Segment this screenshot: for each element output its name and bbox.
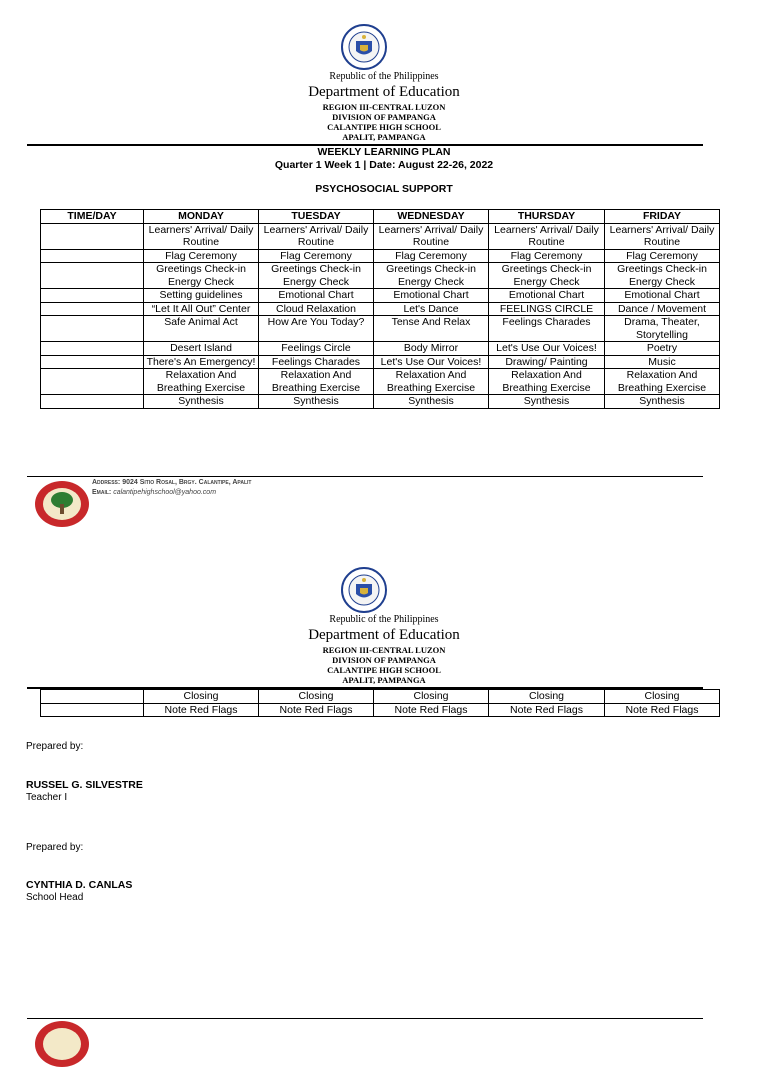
- activity-cell: Music: [605, 355, 720, 369]
- activity-cell: Closing: [374, 690, 489, 704]
- activity-cell: Emotional Chart: [259, 289, 374, 303]
- activity-cell: Emotional Chart: [489, 289, 605, 303]
- table-row: [41, 316, 720, 342]
- region-text: REGION III-CENTRAL LUZON: [322, 102, 446, 112]
- column-header: THURSDAY: [489, 210, 605, 224]
- region-text: REGION III-CENTRAL LUZON: [322, 645, 446, 655]
- activity-cell: Greetings Check-in Energy Check: [374, 263, 489, 289]
- division-text: DIVISION OF PAMPANGA: [332, 112, 436, 122]
- school-logo-icon: [34, 1020, 90, 1068]
- section-title: PSYCHOSOCIAL SUPPORT: [315, 183, 453, 195]
- footer-rule: [27, 476, 703, 477]
- table-row: [41, 369, 720, 395]
- activity-cell: Synthesis: [144, 395, 259, 409]
- time-cell: [41, 690, 144, 704]
- prepared-by-label: Prepared by:: [26, 741, 84, 752]
- plan-subtitle: Quarter 1 Week 1 | Date: August 22-26, 2022: [274, 159, 494, 171]
- activity-cell: Learners' Arrival/ Daily Routine: [489, 223, 605, 249]
- department-title: Department of Education: [308, 84, 460, 100]
- activity-cell: Synthesis: [489, 395, 605, 409]
- activity-cell: Synthesis: [259, 395, 374, 409]
- activity-cell: Emotional Chart: [605, 289, 720, 303]
- activity-cell: “Let It All Out” Center: [144, 302, 259, 316]
- teacher-name: RUSSEL G. SILVESTRE: [26, 779, 143, 791]
- activity-cell: Synthesis: [374, 395, 489, 409]
- activity-cell: Feelings Charades: [259, 355, 374, 369]
- table-row: [41, 302, 720, 316]
- activity-cell: Relaxation And Breathing Exercise: [144, 369, 259, 395]
- activity-cell: Feelings Circle: [259, 342, 374, 356]
- address-label: Address:: [92, 479, 121, 486]
- activity-cell: Closing: [144, 690, 259, 704]
- time-cell: [41, 263, 144, 289]
- activity-cell: Closing: [489, 690, 605, 704]
- activity-cell: Flag Ceremony: [259, 249, 374, 263]
- table-row: [41, 342, 720, 356]
- time-cell: [41, 369, 144, 395]
- activity-cell: How Are You Today?: [259, 316, 374, 342]
- school-logo-icon: [34, 480, 90, 528]
- time-cell: [41, 342, 144, 356]
- deped-seal-icon: [341, 567, 387, 613]
- footer-address: [92, 478, 251, 498]
- activity-cell: There's An Emergency!: [144, 355, 259, 369]
- table-row: [41, 395, 720, 409]
- time-cell: [41, 249, 144, 263]
- time-cell: [41, 395, 144, 409]
- column-header: TUESDAY: [259, 210, 374, 224]
- activity-cell: Note Red Flags: [489, 703, 605, 717]
- time-cell: [41, 355, 144, 369]
- activity-cell: Drama, Theater, Storytelling: [605, 316, 720, 342]
- activity-cell: Flag Ceremony: [374, 249, 489, 263]
- activity-cell: Note Red Flags: [144, 703, 259, 717]
- table-row: [41, 355, 720, 369]
- table-body: [41, 690, 720, 717]
- department-title: Department of Education: [308, 627, 460, 643]
- time-cell: [41, 703, 144, 717]
- activity-cell: Relaxation And Breathing Exercise: [374, 369, 489, 395]
- activity-cell: Greetings Check-in Energy Check: [489, 263, 605, 289]
- teacher-role: Teacher I: [26, 792, 68, 803]
- activity-cell: Greetings Check-in Energy Check: [259, 263, 374, 289]
- column-header: FRIDAY: [605, 210, 720, 224]
- table-row: [41, 263, 720, 289]
- activity-cell: Relaxation And Breathing Exercise: [259, 369, 374, 395]
- activity-cell: Body Mirror: [374, 342, 489, 356]
- activity-cell: Desert Island: [144, 342, 259, 356]
- activity-cell: Synthesis: [605, 395, 720, 409]
- table-row: [41, 690, 720, 704]
- activity-cell: FEELINGS CIRCLE: [489, 302, 605, 316]
- weekly-plan-table-continued: [40, 689, 720, 717]
- activity-cell: Learners' Arrival/ Daily Routine: [144, 223, 259, 249]
- activity-cell: Cloud Relaxation: [259, 302, 374, 316]
- footer-rule: [27, 1018, 703, 1019]
- address-value: 9024 Sitio Rosal, Brgy. Calantipe, Apalit: [122, 479, 252, 486]
- plan-title: WEEKLY LEARNING PLAN: [317, 146, 451, 158]
- activity-cell: Learners' Arrival/ Daily Routine: [259, 223, 374, 249]
- time-cell: [41, 289, 144, 303]
- deped-seal-icon: [341, 24, 387, 70]
- activity-cell: Flag Ceremony: [605, 249, 720, 263]
- school-text: CALANTIPE HIGH SCHOOL: [327, 665, 441, 675]
- table-header-row: [41, 210, 720, 224]
- activity-cell: Let's Use Our Voices!: [374, 355, 489, 369]
- activity-cell: Learners' Arrival/ Daily Routine: [374, 223, 489, 249]
- activity-cell: Let's Dance: [374, 302, 489, 316]
- time-cell: [41, 223, 144, 249]
- column-header: TIME/DAY: [41, 210, 144, 224]
- activity-cell: Closing: [259, 690, 374, 704]
- head-name: CYNTHIA D. CANLAS: [26, 879, 133, 891]
- table-row: [41, 289, 720, 303]
- activity-cell: Safe Animal Act: [144, 316, 259, 342]
- activity-cell: Note Red Flags: [605, 703, 720, 717]
- activity-cell: Emotional Chart: [374, 289, 489, 303]
- head-role: School Head: [26, 892, 84, 903]
- column-header: WEDNESDAY: [374, 210, 489, 224]
- weekly-plan-table: [40, 209, 720, 409]
- activity-cell: Flag Ceremony: [144, 249, 259, 263]
- activity-cell: Poetry: [605, 342, 720, 356]
- activity-cell: Relaxation And Breathing Exercise: [605, 369, 720, 395]
- republic-text: Republic of the Philippines: [329, 71, 439, 82]
- activity-cell: Tense And Relax: [374, 316, 489, 342]
- table-row: [41, 249, 720, 263]
- school-text: CALANTIPE HIGH SCHOOL: [327, 122, 441, 132]
- division-text: DIVISION OF PAMPANGA: [332, 655, 436, 665]
- column-header: MONDAY: [144, 210, 259, 224]
- email-label: Email:: [92, 489, 112, 496]
- activity-cell: Greetings Check-in Energy Check: [605, 263, 720, 289]
- table-body: [41, 223, 720, 408]
- activity-cell: Greetings Check-in Energy Check: [144, 263, 259, 289]
- prepared-by-label: Prepared by:: [26, 842, 84, 853]
- activity-cell: Dance / Movement: [605, 302, 720, 316]
- town-text: APALIT, PAMPANGA: [342, 675, 426, 685]
- activity-cell: Relaxation And Breathing Exercise: [489, 369, 605, 395]
- time-cell: [41, 316, 144, 342]
- activity-cell: Let's Use Our Voices!: [489, 342, 605, 356]
- time-cell: [41, 302, 144, 316]
- activity-cell: Note Red Flags: [259, 703, 374, 717]
- activity-cell: Closing: [605, 690, 720, 704]
- email-value: calantipehighschool@yahoo.com: [113, 489, 217, 496]
- activity-cell: Feelings Charades: [489, 316, 605, 342]
- activity-cell: Note Red Flags: [374, 703, 489, 717]
- activity-cell: Flag Ceremony: [489, 249, 605, 263]
- activity-cell: Learners' Arrival/ Daily Routine: [605, 223, 720, 249]
- town-text: APALIT, PAMPANGA: [342, 132, 426, 142]
- table-row: [41, 223, 720, 249]
- activity-cell: Setting guidelines: [144, 289, 259, 303]
- table-row: [41, 703, 720, 717]
- activity-cell: Drawing/ Painting: [489, 355, 605, 369]
- republic-text: Republic of the Philippines: [329, 614, 439, 625]
